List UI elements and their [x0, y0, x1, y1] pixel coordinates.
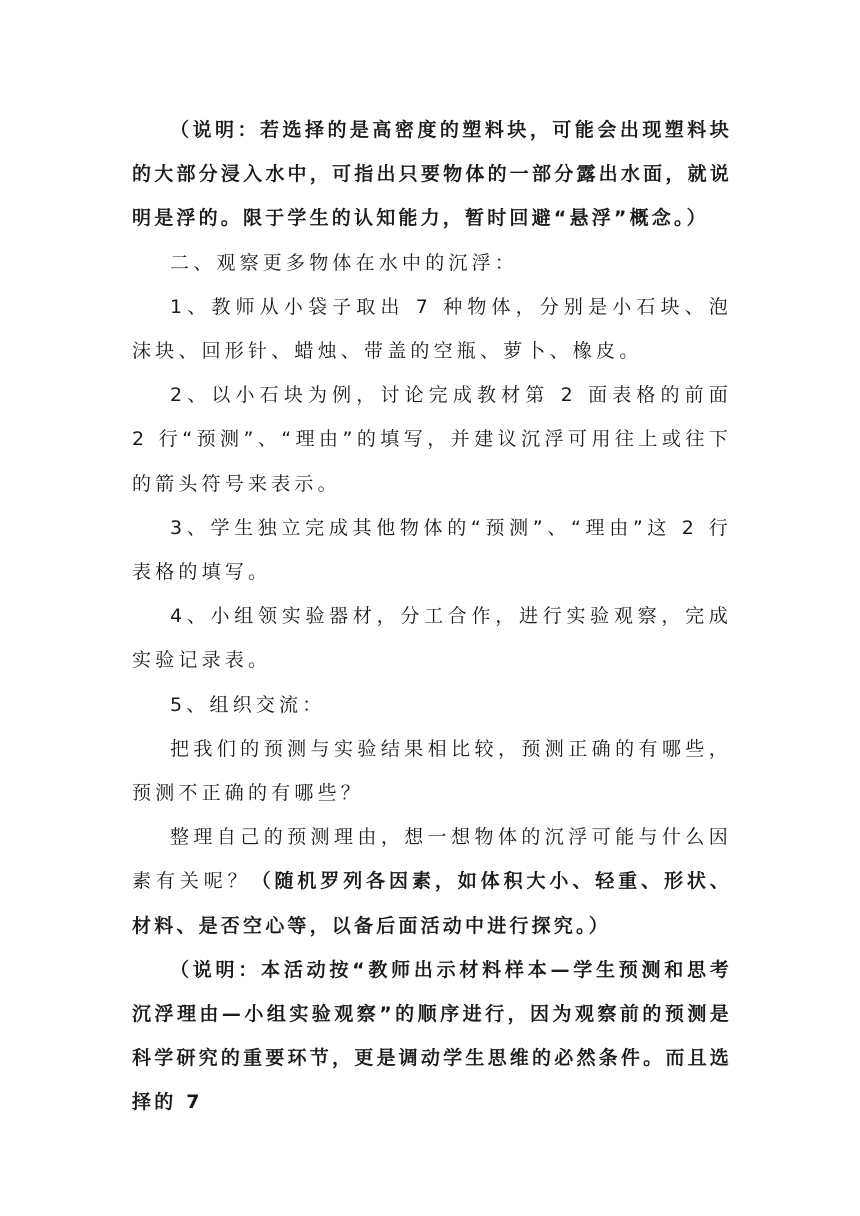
step-2-paragraph: 2、以小石块为例，讨论完成教材第 2 面表格的前面 2 行“预测”、“理由”的填写，并建议沉浮可用往上或往下的箭头符号来表示。 [132, 384, 732, 495]
discussion-paragraph-2 [132, 815, 732, 948]
note-paragraph-2: （说明：本活动按“教师出示材料样本—学生预测和思考沉浮理由—小组实验观察”的顺序进行，因为观察前的预测是科学研究的重要环节，更是调动学生思维的必然条件。而且选择的 7 [132, 958, 732, 1114]
discussion-question-text: 整理自己的预测理由，想一想物体的沉浮可能与什么因素有关呢？ [132, 826, 732, 893]
step-4-paragraph: 4、小组领实验器材，分工合作，进行实验观察，完成实验记录表。 [132, 605, 732, 672]
factors-note-text: （随机罗列各因素，如体积大小、轻重、形状、材料、是否空心等，以备后面活动中进行探究。） [132, 870, 732, 937]
step-1-paragraph: 1、教师从小袋子取出 7 种物体，分别是小石块、泡沫块、回形针、蜡烛、带盖的空瓶、萝卜、橡皮。 [132, 295, 732, 363]
step-3-paragraph: 3、学生独立完成其他物体的“预测”、“理由”这 2 行表格的填写。 [132, 516, 732, 584]
document-page [132, 108, 732, 1125]
step-5-paragraph: 5、组织交流： [170, 693, 326, 716]
discussion-paragraph-1: 把我们的预测与实验结果相比较，预测正确的有哪些，预测不正确的有哪些？ [132, 737, 732, 805]
section-heading: 二、观察更多物体在水中的沉浮： [170, 251, 519, 274]
note-paragraph-1: （说明：若选择的是高密度的塑料块，可能会出现塑料块的大部分浸入水中，可指出只要物体的一部分露出水面，就说明是浮的。限于学生的认知能力，暂时回避“悬浮”概念。） [132, 119, 732, 230]
